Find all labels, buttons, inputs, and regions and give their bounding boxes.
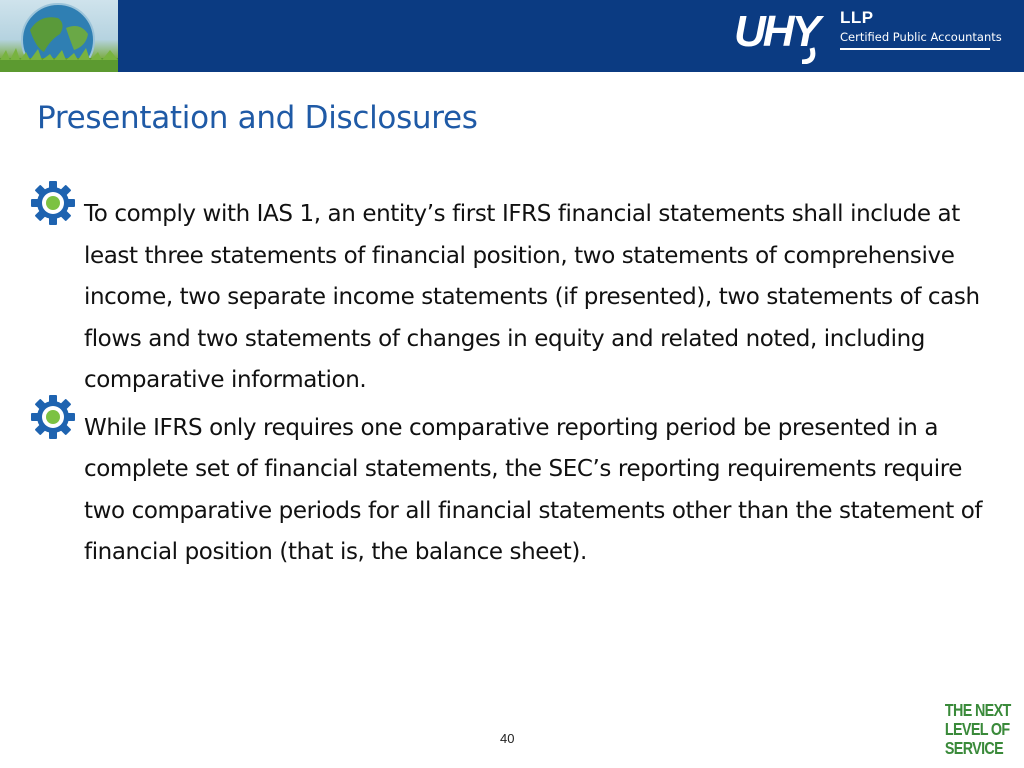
bullet-list xyxy=(30,180,1000,580)
logo-llp: LLP xyxy=(840,8,874,27)
bullet-item xyxy=(30,180,1000,402)
gear-icon xyxy=(30,180,76,226)
svg-text:UHY: UHY xyxy=(734,7,818,56)
globe-image xyxy=(0,0,118,72)
tagline-line: LEVEL OF xyxy=(944,719,1010,739)
uhy-logo xyxy=(734,6,1002,64)
uhy-logo-mark xyxy=(734,6,834,64)
header-bar xyxy=(0,0,1024,72)
bullet-text: While IFRS only requires one comparative reporting period be presented in a complete set of financial statements, the SEC’s reporting requirements require two comparative periods for all financial statements other than the statement of financial position (that is, the balance sheet). xyxy=(84,414,983,565)
bullet-text: To comply with IAS 1, an entity’s first IFRS financial statements shall include at least three statements of financial position, two statements of comprehensive income, two separate income statements (if presented), two statements of cash flows and two statements of changes in equity and related noted, including comparative information. xyxy=(84,201,980,393)
tagline-logo xyxy=(944,700,1011,758)
gear-icon xyxy=(30,394,76,440)
page-number: 40 xyxy=(500,731,515,746)
bullet-item xyxy=(30,394,1000,574)
tagline-line: THE NEXT xyxy=(944,700,1011,720)
logo-rule xyxy=(840,48,990,50)
logo-subtitle: Certified Public Accountants xyxy=(840,30,1002,44)
slide-title: Presentation and Disclosures xyxy=(37,100,478,136)
tagline-line: SERVICE xyxy=(944,738,1004,758)
